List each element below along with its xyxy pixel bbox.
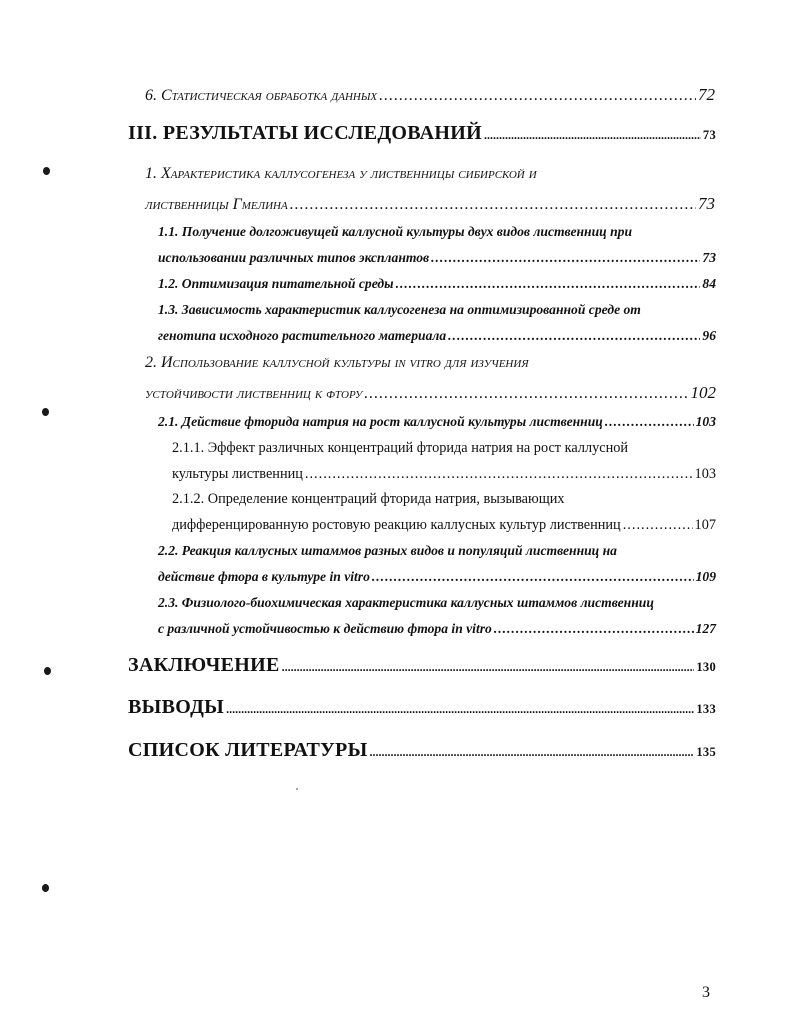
toc-entry-title: 6. Статистическая обработка данных <box>145 87 378 104</box>
dot-leader <box>484 128 701 143</box>
dot-leader <box>494 621 694 637</box>
toc-entry-2-2-line1[interactable] <box>158 543 617 559</box>
toc-entry-title: 2.1.1. Эффект различных концентраций фторида натрия на рост каллусной <box>172 440 629 456</box>
dot-leader <box>605 414 694 430</box>
toc-entry-1-line1[interactable] <box>145 165 537 183</box>
toc-entry-title: устойчивости лиственниц к фтору <box>145 385 363 402</box>
toc-heading-title: III. РЕЗУЛЬТАТЫ ИССЛЕДОВАНИЙ <box>128 122 482 144</box>
toc-heading-title: СПИСОК ЛИТЕРАТУРЫ <box>128 739 368 761</box>
toc-entry-2-3-line2[interactable] <box>158 621 716 637</box>
toc-entry-page: 102 <box>690 383 716 402</box>
toc-heading-references[interactable] <box>128 739 716 762</box>
dot-leader <box>379 87 696 105</box>
toc-entry-title: 1. Характеристика каллусогенеза у лиственницы сибирской и <box>145 165 537 182</box>
toc-entry-2-3-line1[interactable] <box>158 595 654 611</box>
toc-entry-title: действие фтора в культуре in vitro <box>158 569 370 584</box>
dot-leader <box>370 745 695 760</box>
dot-leader <box>305 466 693 483</box>
toc-entry-title: с различной устойчивостью к действию фтора in vitro <box>158 621 492 636</box>
toc-heading-page: 135 <box>696 745 716 759</box>
toc-entry-page: 96 <box>702 328 716 343</box>
toc-entry-title: генотипа исходного растительного материала <box>158 328 447 343</box>
toc-heading-findings[interactable] <box>128 696 716 719</box>
toc-entry-title: 2.2. Реакция каллусных штаммов разных видов и популяций лиственниц на <box>158 543 617 558</box>
toc-entry-2-2-line2[interactable] <box>158 569 716 585</box>
toc-entry-title: 2. Использование каллусной культуры in vitro для изучения <box>145 354 529 371</box>
toc-entry-page: 73 <box>702 250 716 265</box>
hole-punch-mark <box>42 884 49 892</box>
toc-entry-page: 73 <box>698 194 715 213</box>
hole-punch-mark <box>44 667 51 675</box>
toc-entry-title: 1.3. Зависимость характеристик каллусогенеза на оптимизированной среде от <box>158 302 641 317</box>
toc-entry-page: 107 <box>694 517 716 533</box>
toc-heading-title: ВЫВОДЫ <box>128 696 225 718</box>
toc-entry-title: 2.3. Физиолого-биохимическая характеристика каллусных штаммов лиственниц <box>158 595 654 610</box>
toc-entry-title: использовании различных типов эксплантов <box>158 250 430 265</box>
toc-entry-1-3-line1[interactable] <box>158 302 641 318</box>
toc-entry-page: 84 <box>702 276 716 291</box>
scan-speck <box>296 788 298 790</box>
toc-entry-2-1-1-line2[interactable] <box>172 466 716 483</box>
dot-leader <box>282 660 695 675</box>
toc-heading-page: 133 <box>696 702 716 716</box>
toc-entry-title: 2.1.2. Определение концентраций фторида натрия, вызывающих <box>172 491 565 507</box>
toc-entry-2-1-2-line2[interactable] <box>172 517 716 534</box>
dot-leader <box>364 385 688 403</box>
dot-leader <box>396 276 701 292</box>
toc-heading-title: ЗАКЛЮЧЕНИЕ <box>128 654 280 676</box>
hole-punch-mark <box>43 167 50 175</box>
toc-entry-page: 127 <box>695 621 716 636</box>
toc-heading-results[interactable] <box>128 122 716 145</box>
dot-leader <box>372 569 694 585</box>
toc-heading-page: 73 <box>702 128 716 142</box>
toc-entry-1-2[interactable] <box>158 276 716 292</box>
toc-entry-2-1-2-line1[interactable] <box>172 491 565 508</box>
toc-entry-page: 103 <box>694 466 716 482</box>
toc-entry-2-1-1-line1[interactable] <box>172 440 628 457</box>
toc-entry-1-1-line2[interactable] <box>158 250 716 266</box>
toc-entry-statistics[interactable] <box>145 85 715 105</box>
toc-entry-1-3-line2[interactable] <box>158 328 716 344</box>
toc-entry-page: 109 <box>695 569 716 584</box>
toc-entry-2-1[interactable] <box>158 414 716 430</box>
toc-entry-title: дифференцированную ростовую реакцию каллусных культур лиственниц <box>172 517 621 533</box>
dot-leader <box>431 250 700 266</box>
toc-entry-title: 1.2. Оптимизация питательной среды <box>158 276 394 291</box>
toc-entry-title: 1.1. Получение долгоживущей каллусной культуры двух видов лиственниц при <box>158 224 633 239</box>
dot-leader <box>290 196 696 214</box>
toc-heading-page: 130 <box>696 660 716 674</box>
toc-entry-title: 2.1. Действие фторида натрия на рост каллусной культуры лиственниц <box>158 414 603 429</box>
toc-entry-1-1-line1[interactable] <box>158 224 632 240</box>
dot-leader <box>448 328 700 344</box>
toc-entry-2-line2[interactable] <box>145 383 716 403</box>
page-number: 3 <box>702 984 710 1001</box>
toc-entry-page: 72 <box>698 85 715 104</box>
toc-heading-conclusion[interactable] <box>128 654 716 677</box>
toc-entry-title: лиственницы Гмелина <box>145 196 288 213</box>
toc-entry-1-line2[interactable] <box>145 194 715 214</box>
toc-entry-page: 103 <box>695 414 716 429</box>
hole-punch-mark <box>42 408 49 416</box>
toc-entry-2-line1[interactable] <box>145 354 529 372</box>
toc-entry-title: культуры лиственниц <box>172 466 303 482</box>
dot-leader <box>623 517 693 534</box>
dot-leader <box>226 702 694 717</box>
